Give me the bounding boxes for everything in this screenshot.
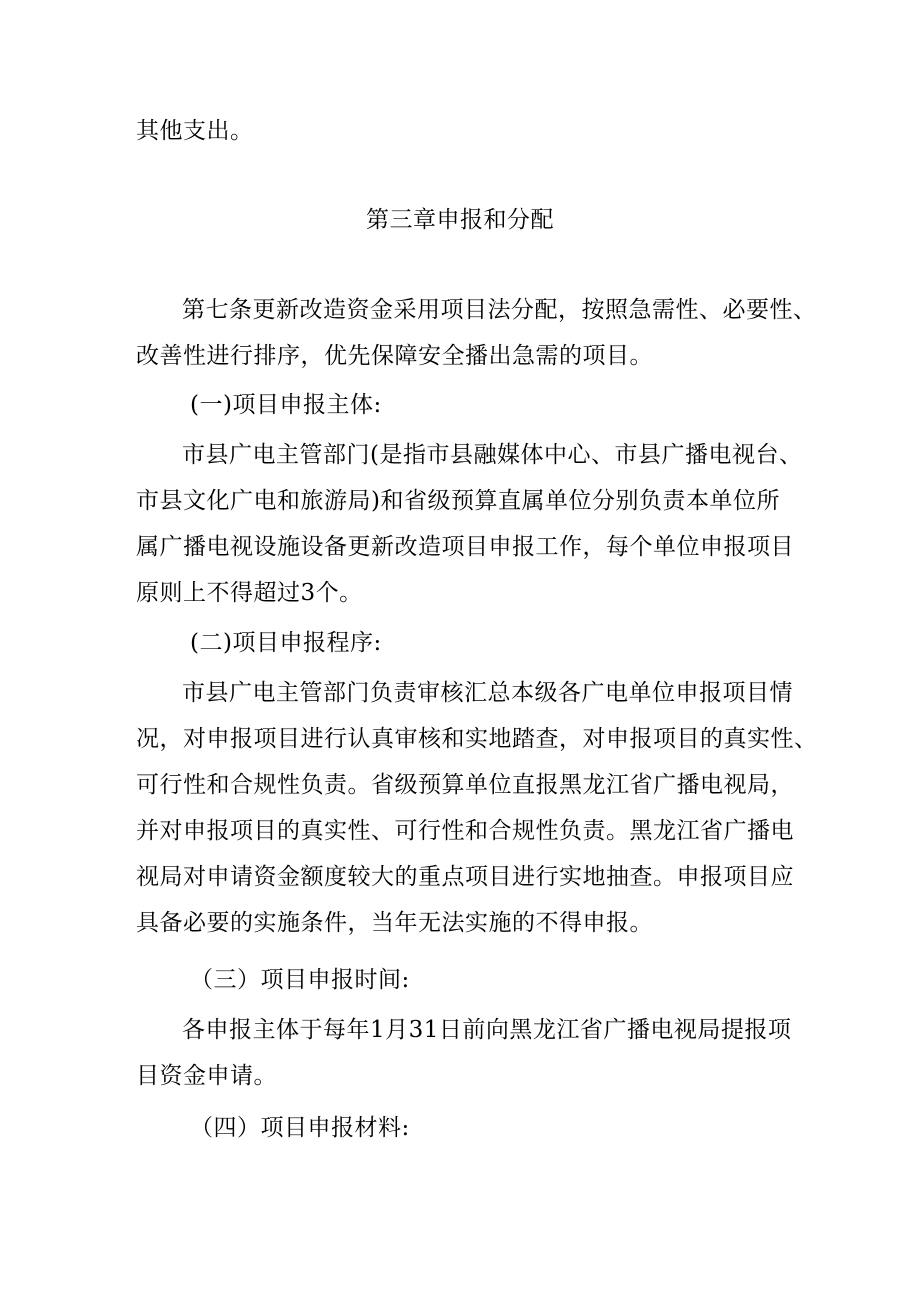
continuation-line: 其他支出。 — [136, 118, 254, 144]
section-2-line-1: 市县广电主管部门负责审核汇总本级各广电单位申报项目情 — [182, 680, 793, 706]
article-7-line-1: 第七条更新改造资金采用项目法分配，按照急需性、必要性、 — [182, 297, 817, 323]
section-2-line-6: 具备必要的实施条件，当年无法实施的不得申报。 — [136, 910, 653, 936]
section-3-heading: （三）项目申报时间: — [190, 967, 410, 993]
section-2-line-4: 并对申报项目的真实性、可行性和合规性负责。黑龙江省广播电 — [136, 818, 794, 844]
section-3-line-1: 各申报主体于每年1月31日前向黑龙江省广播电视局提报项 — [182, 1017, 792, 1043]
section-1-line-4: 原则上不得超过3个。 — [136, 580, 363, 606]
section-3-line-2: 目资金申请。 — [136, 1063, 277, 1089]
section-4-heading: （四）项目申报材料: — [190, 1115, 410, 1141]
section-2-heading: (二)项目申报程序: — [190, 630, 382, 656]
section-1-line-2: 市县文化广电和旅游局)和省级预算直属单位分别负责本单位所 — [136, 488, 780, 514]
section-1-heading: (一)项目申报主体: — [190, 392, 382, 418]
article-7-line-2: 改善性进行排序，优先保障安全播出急需的项目。 — [136, 343, 653, 369]
section-2-line-2: 况，对申报项目进行认真审核和实地踏查，对申报项目的真实性、 — [136, 726, 818, 752]
section-1-line-1: 市县广电主管部门(是指市县融媒体中心、市县广播电视台、 — [182, 442, 803, 468]
section-2-line-5: 视局对申请资金额度较大的重点项目进行实地抽查。申报项目应 — [136, 864, 794, 890]
section-1-line-3: 属广播电视设施设备更新改造项目申报工作，每个单位申报项目 — [136, 534, 794, 560]
section-2-line-3: 可行性和合规性负责。省级预算单位直报黑龙江省广播电视局， — [136, 772, 794, 798]
chapter-heading: 第三章申报和分配 — [366, 207, 554, 233]
